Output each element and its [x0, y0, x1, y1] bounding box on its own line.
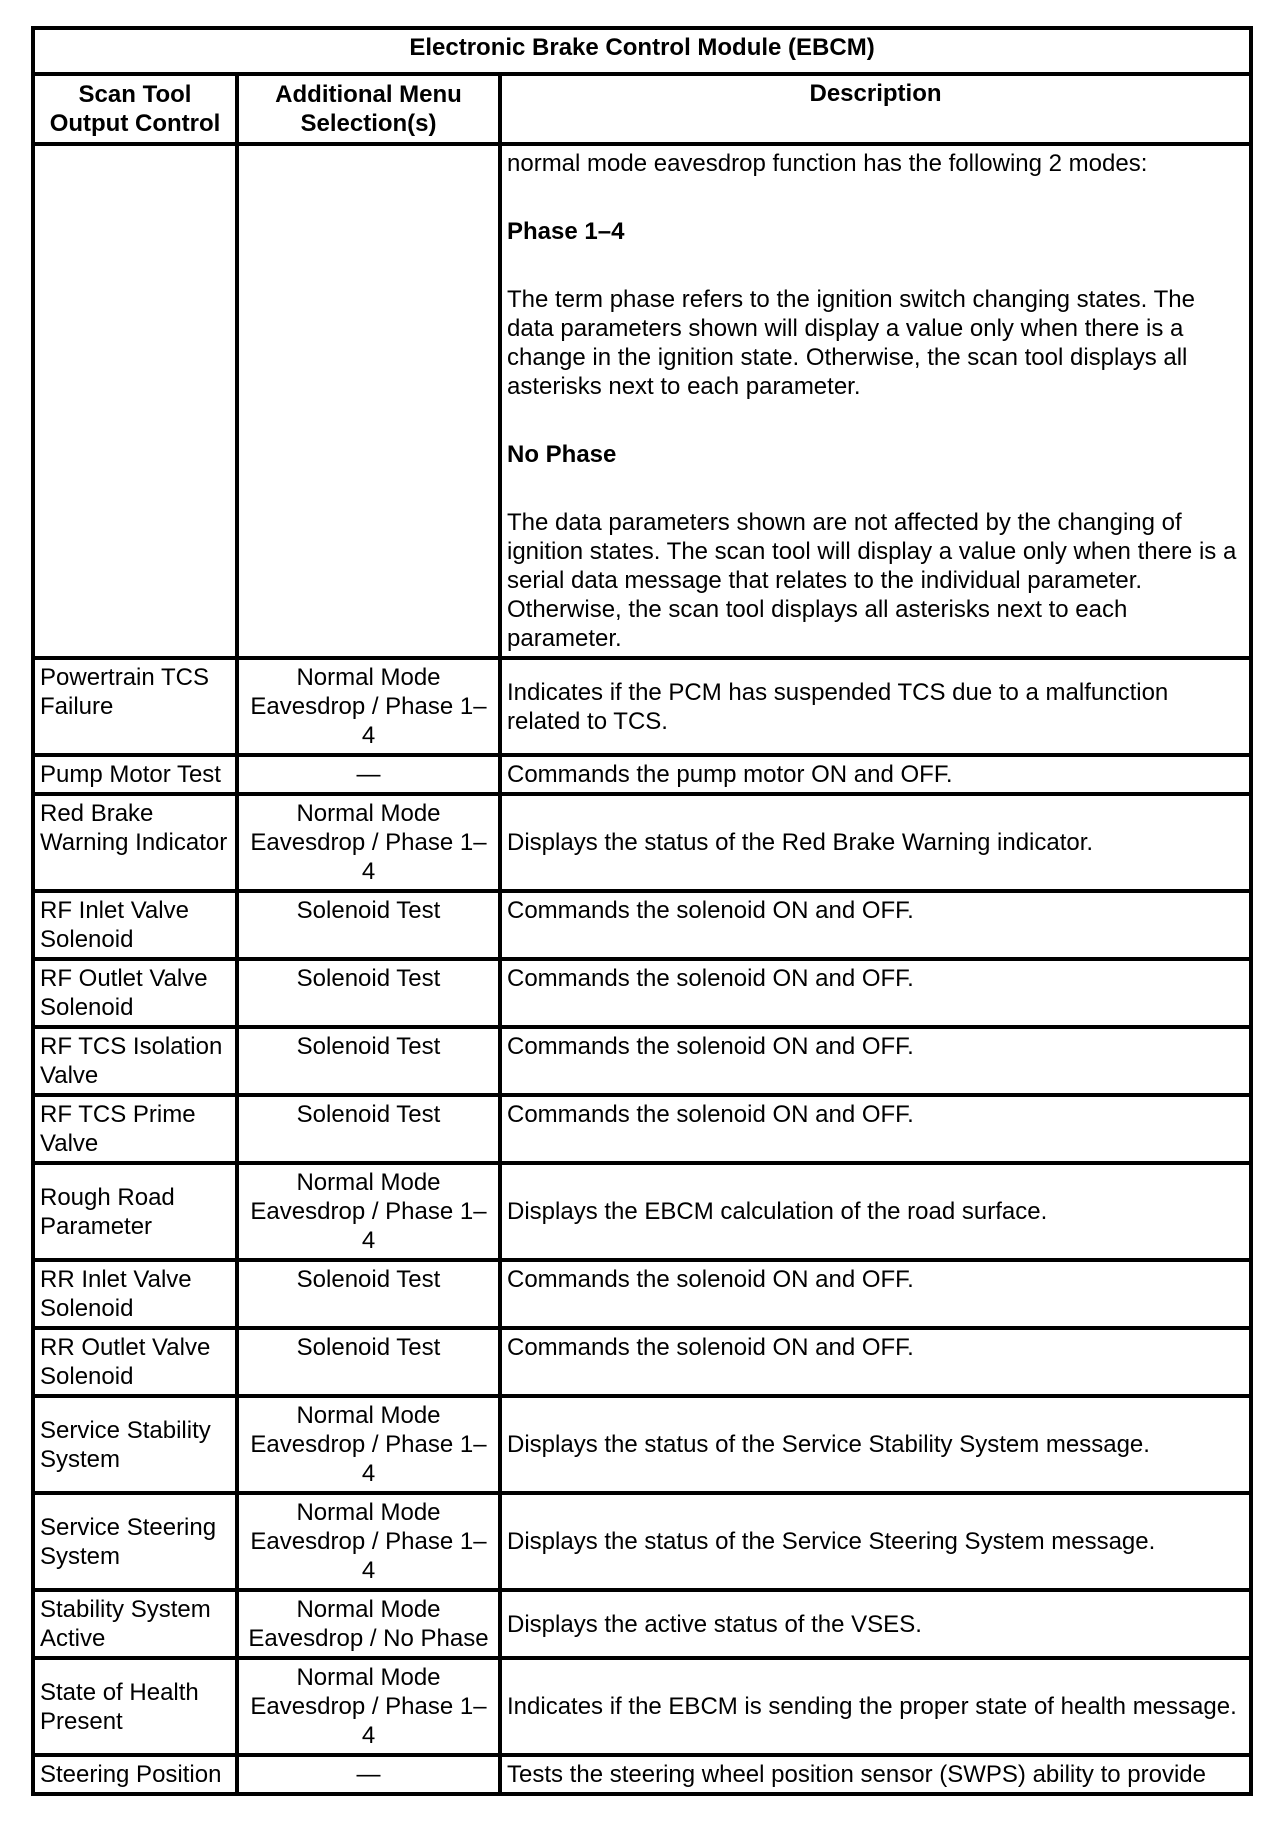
table-row-continued [33, 144, 1251, 658]
table-row [33, 658, 1251, 755]
control-cell: Red Brake Warning Indicator [33, 794, 237, 891]
ebcm-page [31, 26, 1249, 1796]
menu-cell: — [237, 755, 500, 794]
header-additional-menu-selections: Additional Menu Selection(s) [237, 74, 500, 144]
control-cell [33, 144, 237, 658]
phase-text: The term phase refers to the ignition switch changing states. The data parameters shown will display a value only when there is a change in the ignition state. Otherwise, the scan tool displays all asterisks next to each parameter. [507, 286, 1195, 400]
table-row [33, 959, 1251, 1027]
description-cell: Displays the status of the Red Brake Warning indicator. [500, 794, 1251, 891]
control-cell: RF Outlet Valve Solenoid [33, 959, 237, 1027]
menu-cell: Solenoid Test [237, 959, 500, 1027]
menu-cell: Solenoid Test [237, 1328, 500, 1396]
menu-cell: Normal Mode Eavesdrop / Phase 1–4 [237, 1163, 500, 1260]
description-cell [500, 144, 1251, 658]
description-cell: Displays the EBCM calculation of the road surface. [500, 1163, 1251, 1260]
description-cell: Commands the solenoid ON and OFF. [500, 1095, 1251, 1163]
phase-heading: Phase 1–4 [507, 218, 625, 245]
no-phase-heading: No Phase [507, 441, 617, 468]
description-cell: Commands the solenoid ON and OFF. [500, 1328, 1251, 1396]
control-cell: Powertrain TCS Failure [33, 658, 237, 755]
table-row [33, 1396, 1251, 1493]
menu-cell: Solenoid Test [237, 1260, 500, 1328]
control-cell: Rough Road Parameter [33, 1163, 237, 1260]
description-cell: Displays the active status of the VSES. [500, 1590, 1251, 1658]
menu-cell: — [237, 1755, 500, 1794]
control-cell: Pump Motor Test [33, 755, 237, 794]
description-cell: Displays the status of the Service Stability System message. [500, 1396, 1251, 1493]
control-cell: RR Outlet Valve Solenoid [33, 1328, 237, 1396]
table-row [33, 891, 1251, 959]
menu-cell: Normal Mode Eavesdrop / Phase 1–4 [237, 1493, 500, 1590]
menu-cell: Solenoid Test [237, 1095, 500, 1163]
menu-cell: Solenoid Test [237, 891, 500, 959]
description-cell: Indicates if the PCM has suspended TCS due to a malfunction related to TCS. [500, 658, 1251, 755]
description-cell: Commands the solenoid ON and OFF. [500, 891, 1251, 959]
control-cell: Service Steering System [33, 1493, 237, 1590]
menu-cell: Solenoid Test [237, 1027, 500, 1095]
menu-cell: Normal Mode Eavesdrop / Phase 1–4 [237, 1658, 500, 1755]
header-description: Description [500, 74, 1251, 144]
menu-cell: Normal Mode Eavesdrop / No Phase [237, 1590, 500, 1658]
table-caption: Electronic Brake Control Module (EBCM) [33, 28, 1251, 74]
table-row [33, 1590, 1251, 1658]
table-row [33, 1027, 1251, 1095]
table-row [33, 1658, 1251, 1755]
control-cell: State of Health Present [33, 1658, 237, 1755]
menu-cell: Normal Mode Eavesdrop / Phase 1–4 [237, 1396, 500, 1493]
control-cell: Service Stability System [33, 1396, 237, 1493]
control-cell: Stability System Active [33, 1590, 237, 1658]
no-phase-text: The data parameters shown are not affected by the changing of ignition states. The scan tool will display a value only when there is a serial data message that relates to the individual parameter. Otherwise, the scan tool displays all asterisks next to each parameter. [507, 509, 1237, 652]
menu-cell: Normal Mode Eavesdrop / Phase 1–4 [237, 658, 500, 755]
menu-cell [237, 144, 500, 658]
table-row [33, 1095, 1251, 1163]
control-cell: RF TCS Isolation Valve [33, 1027, 237, 1095]
description-cell: Commands the solenoid ON and OFF. [500, 1027, 1251, 1095]
table-row [33, 1260, 1251, 1328]
control-cell: RF TCS Prime Valve [33, 1095, 237, 1163]
continued-intro: normal mode eavesdrop function has the following 2 modes: [507, 150, 1148, 177]
description-cell: Indicates if the EBCM is sending the proper state of health message. [500, 1658, 1251, 1755]
control-cell: RF Inlet Valve Solenoid [33, 891, 237, 959]
table-row [33, 1755, 1251, 1794]
description-cell: Commands the solenoid ON and OFF. [500, 1260, 1251, 1328]
description-cell: Commands the pump motor ON and OFF. [500, 755, 1251, 794]
menu-cell: Normal Mode Eavesdrop / Phase 1–4 [237, 794, 500, 891]
description-cell: Displays the status of the Service Steering System message. [500, 1493, 1251, 1590]
ebcm-table [31, 26, 1253, 1796]
table-row [33, 1163, 1251, 1260]
control-cell: RR Inlet Valve Solenoid [33, 1260, 237, 1328]
table-row [33, 794, 1251, 891]
table-row [33, 1328, 1251, 1396]
description-cell: Commands the solenoid ON and OFF. [500, 959, 1251, 1027]
table-row [33, 1493, 1251, 1590]
control-cell: Steering Position [33, 1755, 237, 1794]
description-cell: Tests the steering wheel position sensor (SWPS) ability to provide [500, 1755, 1251, 1794]
header-scan-tool-output-control: Scan Tool Output Control [33, 74, 237, 144]
table-row [33, 755, 1251, 794]
